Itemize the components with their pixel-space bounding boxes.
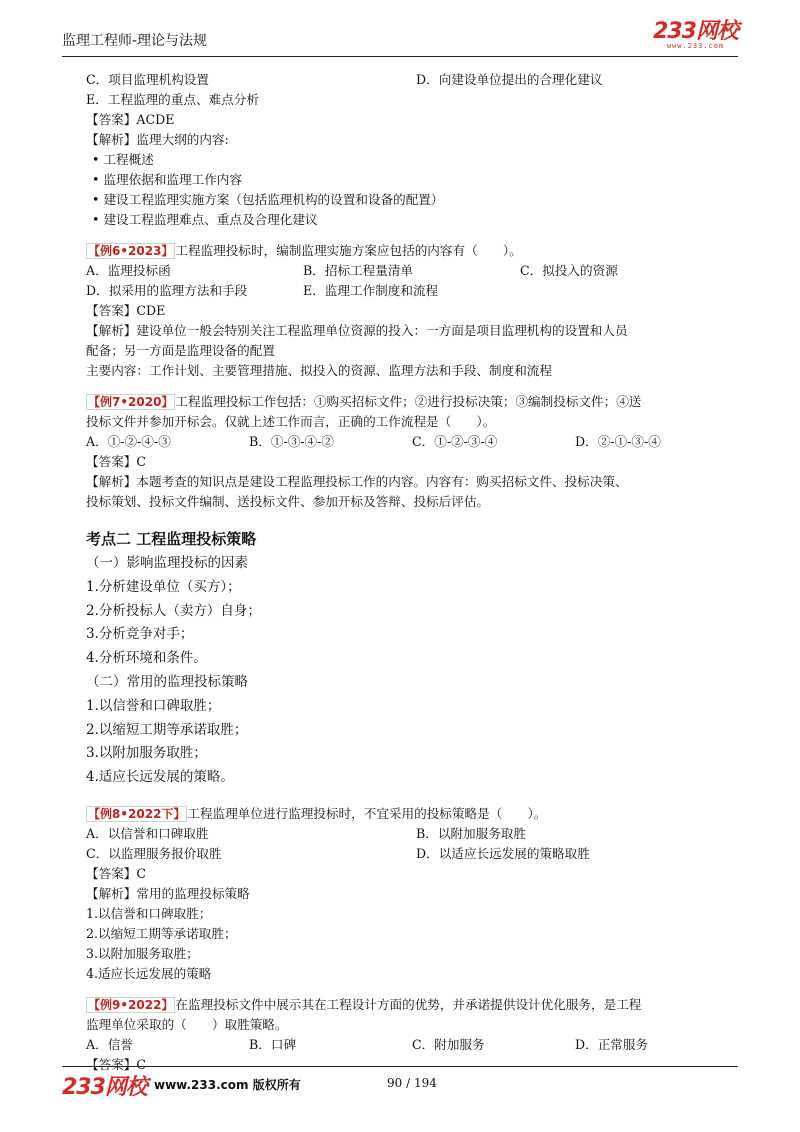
option-row xyxy=(86,844,746,864)
list-item: 1.分析建设单位（买方）； xyxy=(86,578,241,595)
option-a: A．信誉 xyxy=(86,1036,133,1052)
option-a: A．以信誉和口碑取胜 xyxy=(86,825,209,841)
question-cont: 投标文件并参加开标会。仅就上述工作而言，正确的工作流程是（ ）。 xyxy=(86,414,496,429)
option-e: E．监理工作制度和流程 xyxy=(303,283,439,298)
page-content xyxy=(86,70,746,1075)
analysis-line: 【解析】建设单位一般会特别关注工程监理单位资源的投入：一方面是项目监理机构的设置和人员 xyxy=(86,323,628,338)
footer-logo: 233网校 xyxy=(62,1075,147,1100)
list-item: 3.以附加服务取胜； xyxy=(86,745,207,762)
option-c: C．拟投入的资源 xyxy=(520,263,618,278)
analysis-line: 主要内容：工作计划、主要管理措施、拟投入的资源、监理方法和手段、制度和流程 xyxy=(86,363,552,378)
example-tag: 【例8•2022下】 xyxy=(88,806,186,821)
option-row xyxy=(86,70,746,90)
option-a: A．监理投标函 xyxy=(86,263,171,278)
option-d: D．向建设单位提出的合理化建议 xyxy=(416,72,603,87)
option-b: B．招标工程量清单 xyxy=(303,263,414,278)
section-title: 考点二 工程监理投标策略 xyxy=(86,530,257,548)
answer: 【答案】C xyxy=(86,1056,147,1072)
option-row xyxy=(86,1035,746,1055)
example-tag: 【例7•2020】 xyxy=(88,395,174,409)
page-header xyxy=(62,0,738,58)
analysis-line: 配备；另一方面是监理设备的配置 xyxy=(86,343,275,358)
question-cont: 监理单位采取的（ ）取胜策略。 xyxy=(86,1016,288,1032)
option-d: D．以适应长远发展的策略取胜 xyxy=(416,845,590,861)
bullet-item: • 监理依据和监理工作内容 xyxy=(86,170,746,190)
bullet-item: • 建设工程监理难点、重点及合理化建议 xyxy=(86,210,746,230)
example-tag: 【例6•2023】 xyxy=(88,244,174,258)
list-item: 1.以信誉和口碑取胜； xyxy=(86,697,221,714)
example-7 xyxy=(86,392,746,512)
option-d: D．拟采用的监理方法和手段 xyxy=(86,283,248,298)
list-item: 2.分析投标人（卖方）自身； xyxy=(86,602,261,619)
list-item: 4.适应长远发展的策略。 xyxy=(86,769,234,786)
analysis-line: 投标策划、投标文件编制、送投标文件、参加开标及答辩、投标后评估。 xyxy=(86,494,489,509)
option-row xyxy=(86,824,746,844)
logo-text: 233网校 xyxy=(653,19,738,44)
option-row xyxy=(86,432,746,452)
option-row xyxy=(86,281,746,301)
question: 工程监理投标时，编制监理实施方案应包括的内容有（ ）。 xyxy=(175,243,522,258)
list-item: 3.分析竞争对手； xyxy=(86,626,194,643)
list-item: 3.以附加服务取胜； xyxy=(86,945,199,961)
subsection-title: （二）常用的监理投标策略 xyxy=(86,673,248,690)
list-item: 4.适应长远发展的策略 xyxy=(86,965,212,981)
list-item: 2.以缩短工期等承诺取胜； xyxy=(86,721,248,738)
analysis: 【解析】常用的监理投标策略 xyxy=(86,885,250,901)
option-b: B．以附加服务取胜 xyxy=(416,825,527,841)
option-d: D．正常服务 xyxy=(575,1036,649,1052)
option-c: C．项目监理机构设置 xyxy=(86,72,209,87)
bullet-item: • 建设工程监理实施方案（包括监理机构的设置和设备的配置） xyxy=(86,190,746,210)
question: 工程监理投标工作包括：①购买招标文件；②进行投标决策；③编制投标文件；④送 xyxy=(175,394,642,409)
answer: 【答案】CDE xyxy=(86,303,166,318)
list-item: 1.以信誉和口碑取胜； xyxy=(86,905,212,921)
option-row xyxy=(86,261,746,281)
option-e: E．工程监理的重点、难点分析 xyxy=(86,92,259,107)
list-item: 2.以缩短工期等承诺取胜； xyxy=(86,925,237,941)
answer: 【答案】ACDE xyxy=(86,112,175,127)
answer: 【答案】C xyxy=(86,454,147,469)
example-tag: 【例9•2022】 xyxy=(88,997,174,1012)
option-b: B．①-③-④-② xyxy=(249,434,334,449)
analysis-line: 【解析】本题考查的知识点是建设工程监理投标工作的内容。内容有：购买招标文件、投标决策、 xyxy=(86,474,628,489)
option-d: D．②-①-③-④ xyxy=(575,434,661,449)
footer-divider xyxy=(62,1066,738,1067)
document-title: 监理工程师-理论与法规 xyxy=(62,33,208,49)
option-c: C．附加服务 xyxy=(412,1036,485,1052)
option-a: A．①-②-④-③ xyxy=(86,434,171,449)
brand-logo xyxy=(653,14,738,50)
analysis: 【解析】监理大纲的内容: xyxy=(86,132,229,147)
page-number: 90 / 194 xyxy=(387,1076,437,1090)
bullet-item: • 工程概述 xyxy=(86,150,746,170)
copyright: www.233.com 版权所有 xyxy=(154,1078,301,1092)
logo-url: www.233.com xyxy=(666,42,725,50)
option-c: C．①-②-③-④ xyxy=(412,434,498,449)
question: 在监理投标文件中展示其在工程设计方面的优势，并承诺提供设计优化服务，是工程 xyxy=(175,996,642,1012)
example-6 xyxy=(86,241,746,381)
answer: 【答案】C xyxy=(86,865,147,881)
question: 工程监理单位进行监理投标时，不宜采用的投标策略是（ ）。 xyxy=(187,805,547,821)
option-b: B．口碑 xyxy=(249,1036,297,1052)
subsection-title: （一）影响监理投标的因素 xyxy=(86,555,248,571)
header-divider xyxy=(62,56,738,57)
example-9 xyxy=(86,995,746,1075)
page-footer xyxy=(62,1070,738,1100)
example-8 xyxy=(86,804,746,984)
list-item: 4.分析环境和条件。 xyxy=(86,650,207,667)
option-c: C．以监理服务报价取胜 xyxy=(86,845,222,861)
